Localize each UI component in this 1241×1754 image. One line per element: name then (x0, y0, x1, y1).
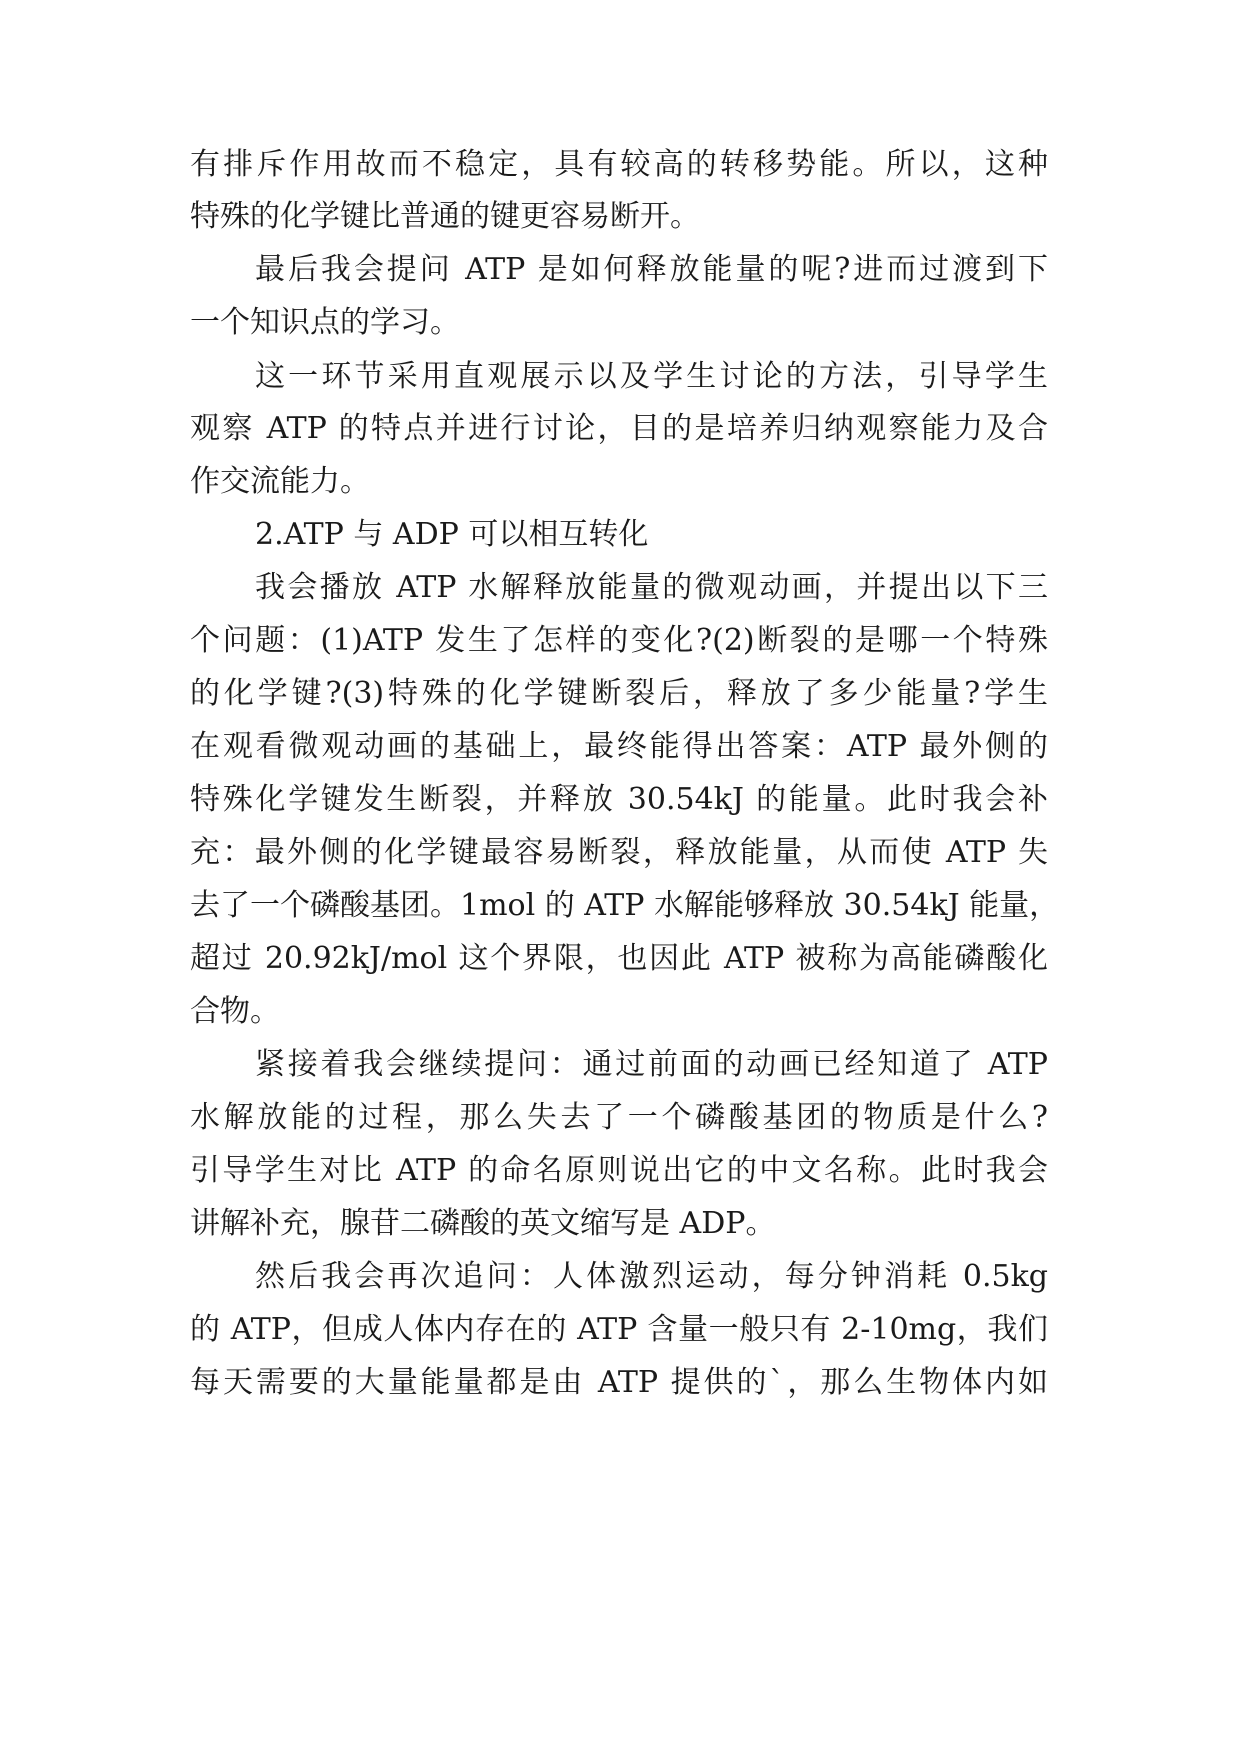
text-line: 水解放能的过程，那么失去了一个磷酸基团的物质是什么? (190, 1100, 1048, 1135)
text-line: 个问题：(1)ATP 发生了怎样的变化?(2)断裂的是哪一个特殊 (190, 623, 1048, 658)
text-line: 紧接着我会继续提问：通过前面的动画已经知道了 ATP (255, 1047, 1048, 1082)
text-line: 在观看微观动画的基础上，最终能得出答案：ATP 最外侧的 (190, 729, 1048, 764)
text-line: 的化学键?(3)特殊的化学键断裂后，释放了多少能量?学生 (190, 676, 1048, 711)
text-line: 特殊的化学键比普通的键更容易断开。 (190, 199, 700, 234)
text-line: 充：最外侧的化学键最容易断裂，释放能量，从而使 ATP 失 (190, 835, 1048, 870)
text-line: 的 ATP，但成人体内存在的 ATP 含量一般只有 2-10mg，我们 (190, 1312, 1048, 1347)
text-line: 特殊化学键发生断裂，并释放 30.54kJ 的能量。此时我会补 (190, 782, 1048, 817)
text-line: 我会播放 ATP 水解释放能量的微观动画，并提出以下三 (255, 570, 1048, 605)
text-line: 然后我会再次追问：人体激烈运动，每分钟消耗 0.5kg (255, 1259, 1048, 1294)
section-heading: 2.ATP 与 ADP 可以相互转化 (255, 517, 649, 552)
text-line: 最后我会提问 ATP 是如何释放能量的呢?进而过渡到下 (255, 252, 1048, 287)
text-line: 合物。 (190, 994, 280, 1029)
text-line: 观察 ATP 的特点并进行讨论，目的是培养归纳观察能力及合 (190, 411, 1048, 446)
text-line: 一个知识点的学习。 (190, 305, 460, 340)
text-line: 有排斥作用故而不稳定，具有较高的转移势能。所以，这种 (190, 147, 1048, 182)
text-line: 每天需要的大量能量都是由 ATP 提供的`，那么生物体内如 (190, 1365, 1048, 1400)
text-line: 去了一个磷酸基团。1mol 的 ATP 水解能够释放 30.54kJ 能量， (190, 888, 1060, 923)
text-line: 超过 20.92kJ/mol 这个界限，也因此 ATP 被称为高能磷酸化 (190, 941, 1048, 976)
text-line: 讲解补充，腺苷二磷酸的英文缩写是 ADP。 (190, 1206, 776, 1241)
text-line: 这一环节采用直观展示以及学生讨论的方法，引导学生 (255, 359, 1048, 394)
text-line: 引导学生对比 ATP 的命名原则说出它的中文名称。此时我会 (190, 1153, 1048, 1188)
text-line: 作交流能力。 (190, 464, 370, 499)
